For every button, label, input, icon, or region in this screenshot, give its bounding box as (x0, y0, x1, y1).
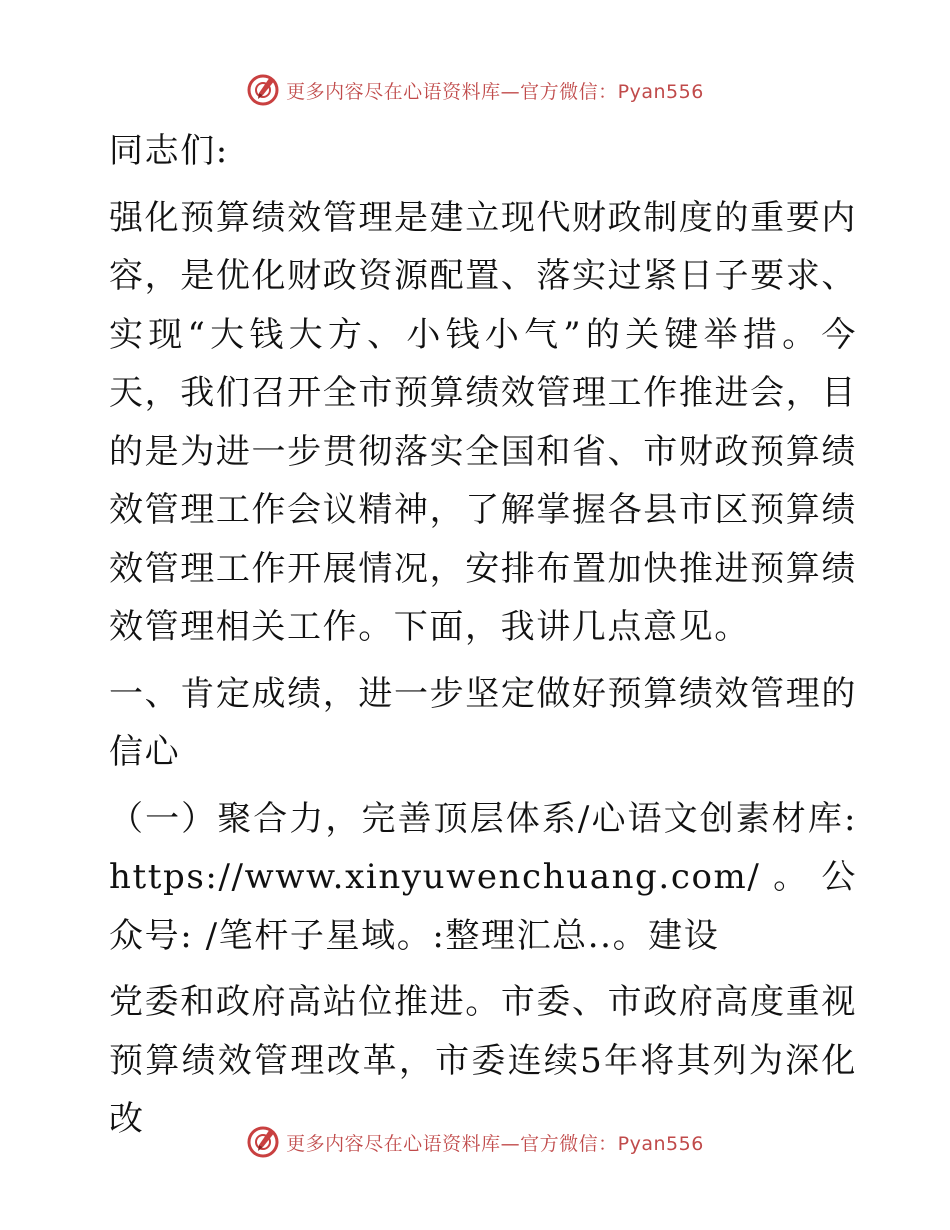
section-heading-1: 一、肯定成绩，进一步坚定做好预算绩效管理的信心 (109, 673, 857, 772)
paragraph-body: 党委和政府高站位推进。市委、市政府高度重视预算绩效管理改革，市委连续5年将其列为深化改 (109, 982, 857, 1139)
watermark-text: 更多内容尽在心语资料库—官方微信：Pyan556 (286, 1132, 704, 1155)
document-body (97, 122, 857, 1149)
watermark-header (0, 70, 950, 110)
watermark-text: 更多内容尽在心语资料库—官方微信：Pyan556 (286, 80, 704, 103)
brush-logo-icon (246, 1125, 280, 1159)
subsection-heading-1: （一）聚合力，完善顶层体系/心语文创素材库: https://www.xinyuwenchuang.com/。公众号: /笔杆子星域。:整理汇总..。建设 (109, 798, 857, 956)
paragraph-intro: 强化预算绩效管理是建立现代财政制度的重要内容，是优化财政资源配置、落实过紧日子要求、实现“大钱大方、小钱小气”的关键举措。今天，我们召开全市预算绩效管理工作推进会，目的是为进一步贯彻落实全国和省、市财政预算绩效管理工作会议精神，了解掌握各县市区预算绩效管理工作开展情况，安排布置加快推进预算绩效管理相关工作。下面，我讲几点意见。 (109, 197, 857, 647)
salutation: 同志们: (109, 131, 229, 171)
watermark-footer (0, 1122, 950, 1162)
brush-logo-icon (246, 73, 280, 107)
